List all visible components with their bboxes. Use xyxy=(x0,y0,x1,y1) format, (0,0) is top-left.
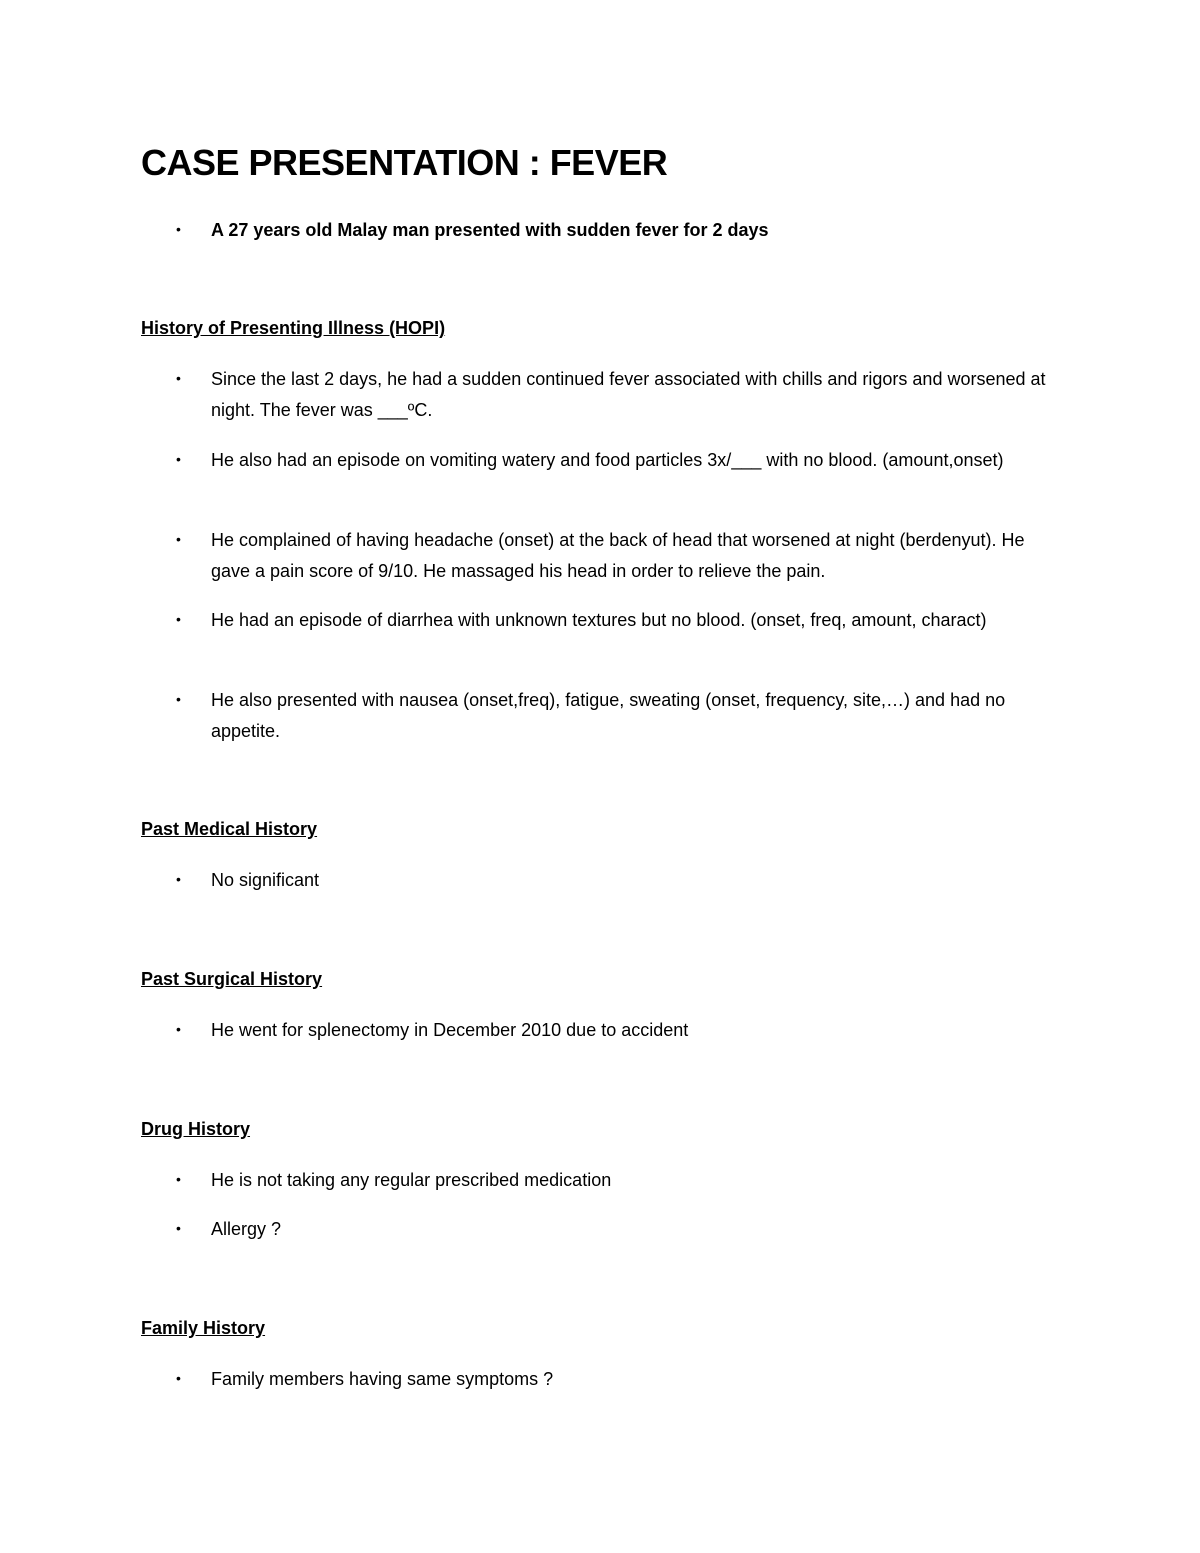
bullet-icon: • xyxy=(176,221,181,237)
list-item-text: Allergy ? xyxy=(211,1219,282,1239)
list-item xyxy=(176,1165,1066,1196)
section-heading-family: Family History xyxy=(141,1318,266,1338)
bullet-icon: • xyxy=(176,691,181,707)
list-item-text: He had an episode of diarrhea with unknown textures but no blood. (onset, freq, amount, charact) xyxy=(211,610,987,630)
list-item-text: He also had an episode on vomiting watery and food particles 3x/___ with no blood. (amount,onset) xyxy=(211,450,1004,470)
list-item-text: He complained of having headache (onset) at the back of head that worsened at night (berdenyut). He gave a pain score of 9/10. He massaged his head in order to relieve the pain. xyxy=(211,530,1025,581)
list-item-text: He is not taking any regular prescribed medication xyxy=(211,1170,612,1190)
bullet-icon: • xyxy=(176,1370,181,1386)
list-item xyxy=(176,685,1066,747)
bullet-icon: • xyxy=(176,451,181,467)
bullet-icon: • xyxy=(176,370,181,386)
list-item xyxy=(176,445,1066,476)
list-item-text: He went for splenectomy in December 2010 due to accident xyxy=(211,1020,689,1040)
list-item-text: No significant xyxy=(211,870,320,890)
list-item xyxy=(176,605,1066,636)
list-item xyxy=(176,1214,1066,1245)
list-item xyxy=(176,1015,1066,1046)
list-item xyxy=(176,525,1066,587)
list-item-text: He also presented with nausea (onset,freq), fatigue, sweating (onset, frequency, site,…) and had no appetite. xyxy=(211,690,1006,741)
section-heading-hopi: History of Presenting Illness (HOPI) xyxy=(141,318,446,338)
summary-item xyxy=(176,215,1066,246)
bullet-icon: • xyxy=(176,531,181,547)
section-heading-past-surgical: Past Surgical History xyxy=(141,969,323,989)
summary-text: A 27 years old Malay man presented with sudden fever for 2 days xyxy=(211,220,769,240)
document-title: CASE PRESENTATION : FEVER xyxy=(141,142,668,183)
section-heading-past-medical: Past Medical History xyxy=(141,819,318,839)
bullet-icon: • xyxy=(176,1021,181,1037)
list-item xyxy=(176,865,1066,896)
bullet-icon: • xyxy=(176,871,181,887)
list-item-text: Family members having same symptoms ? xyxy=(211,1369,554,1389)
list-item xyxy=(176,1364,1066,1395)
list-item-text: Since the last 2 days, he had a sudden continued fever associated with chills and rigors and worsened at night. The fever was ___ºC. xyxy=(211,369,1046,420)
bullet-icon: • xyxy=(176,611,181,627)
list-item xyxy=(176,364,1066,426)
bullet-icon: • xyxy=(176,1220,181,1236)
section-heading-drug: Drug History xyxy=(141,1119,251,1139)
bullet-icon: • xyxy=(176,1171,181,1187)
